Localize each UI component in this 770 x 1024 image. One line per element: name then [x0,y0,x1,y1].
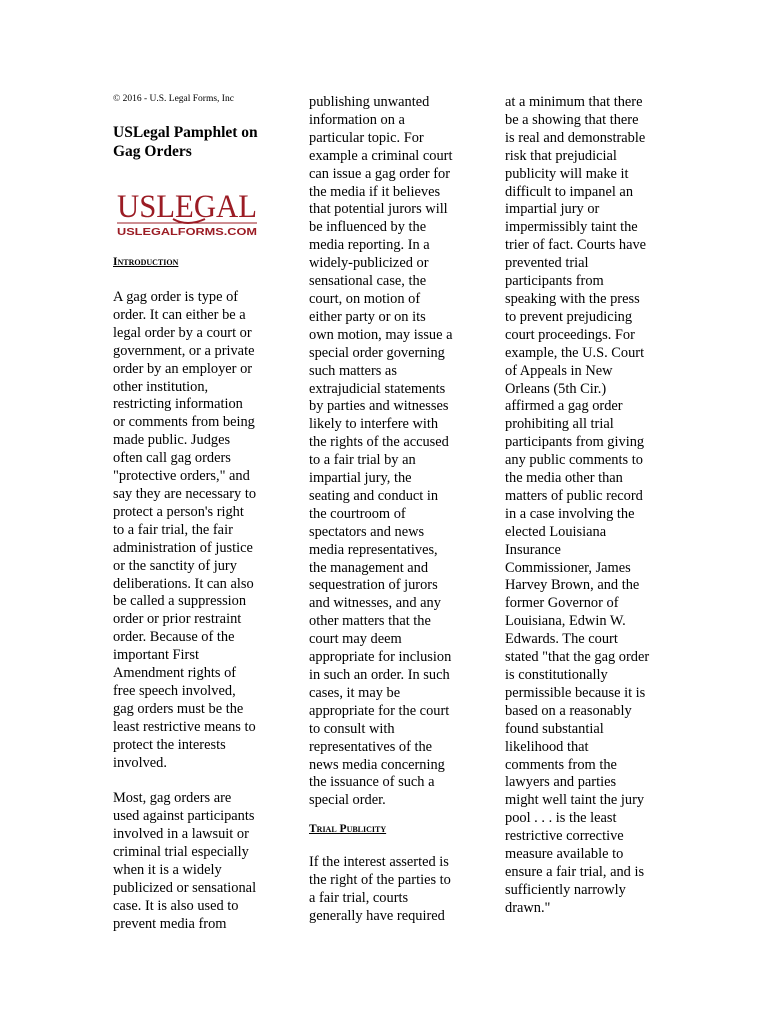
text-line: special order. [309,792,386,809]
text-line: example a criminal court [309,147,453,164]
column-3 [505,94,657,918]
text-line: gag orders must be the [113,700,244,717]
text-line: court, on motion of [309,290,421,307]
text-line: elected Louisiana [505,523,607,540]
text-line: example, the U.S. Court [505,344,645,361]
text-line: a fair trial, courts [309,890,409,907]
text-line: order by an employer or [113,360,253,377]
text-line: impartial jury or [505,201,600,218]
text-line: protect the interests [113,736,226,753]
text-line: participants from giving [505,434,645,451]
text-line: seating and conduct in [309,487,439,504]
text-line: at a minimum that there [505,94,643,110]
text-line: news media concerning [309,756,445,773]
text-line: spectators and news [309,523,425,540]
text-line: deliberations. It can also [113,575,254,592]
text-line: trier of fact. Courts have [505,237,647,254]
text-line: government, or a private [113,342,255,359]
text-line: Louisiana, Edwin W. [505,613,626,630]
logo-sub-text: USLEGALFORMS.COM [117,227,257,238]
text-line: measure available to [505,846,624,863]
text-line: or comments from being [113,414,255,431]
text-line: drawn." [505,899,551,916]
paragraph-media-gag-orders [309,94,461,810]
text-line: appropriate for inclusion [309,649,452,666]
text-line: order or prior restraint [113,611,242,628]
text-line: prevent media from [113,915,227,932]
text-line: the right of the parties to [309,872,451,889]
text-line: when it is a widely [113,862,222,879]
paragraph-gag-order-definition [113,289,265,772]
logo-main-text: USLEGAL [117,189,257,225]
text-line: often call gag orders [113,450,231,467]
text-line: made public. Judges [113,432,231,449]
column-1 [113,93,265,934]
text-line: Edwards. The court [505,631,618,648]
text-line: A gag order is type of [113,289,239,305]
text-line: lawyers and parties [505,774,617,791]
text-line: sufficiently narrowly [505,881,626,898]
text-line: free speech involved, [113,682,236,699]
text-line: court proceedings. For [505,326,635,343]
text-line: affirmed a gag order [505,398,623,415]
text-line: sequestration of jurors [309,577,438,594]
uslegal-logo [113,183,261,243]
text-line: special order governing [309,344,445,361]
text-line: ensure a fair trial, and is [505,863,645,880]
text-line: representatives of the [309,738,433,755]
text-line: to a fair trial, the fair [113,521,233,538]
paragraph-court-precedent [505,94,657,918]
text-line: pool . . . is the least [505,810,617,827]
text-line: Amendment rights of [113,665,237,682]
text-line: Harvey Brown, and the [505,577,640,594]
text-line: by parties and witnesses [309,398,449,415]
heading-trial-publicity: Trial Publicity [309,823,387,836]
text-line: other institution, [113,378,209,395]
text-line: generally have required [309,907,445,924]
text-line: publicity will make it [505,165,629,182]
text-line: used against participants [113,808,255,825]
text-line: matters of public record [505,487,643,504]
text-line: stated "that the gag order [505,649,650,666]
text-line: prevented trial [505,255,589,272]
text-line: case. It is also used to [113,897,239,914]
text-line: and witnesses, and any [309,595,441,612]
text-line: publishing unwanted [309,94,430,110]
text-line: appropriate for the court [309,702,450,719]
text-line: speaking with the press [505,290,640,307]
text-line: comments from the [505,756,617,773]
text-line: involved. [113,754,167,771]
text-line: likely to interfere with [309,416,439,433]
text-line: restrictive corrective [505,828,624,845]
text-line: difficult to impanel an [505,183,634,200]
text-line: the media if it believes [309,183,441,200]
text-line: Orleans (5th Cir.) [505,380,607,397]
text-line: that potential jurors will [309,201,448,218]
text-line: in a case involving the [505,505,635,522]
text-line: cases, it may be [309,684,401,701]
text-line: such matters as [309,362,397,379]
text-line: the issuance of such a [309,774,435,791]
text-line: impermissibly taint the [505,219,638,236]
text-line: particular topic. For [309,129,424,146]
text-line: to consult with [309,720,395,737]
text-line: criminal trial especially [113,844,249,861]
text-line: administration of justice [113,539,253,556]
document-title-line: USLegal Pamphlet on [113,124,258,141]
text-line: widely-publicized or [309,255,429,272]
text-line: either party or on its [309,308,426,325]
text-line: Insurance [505,541,561,558]
text-line: participants from [505,273,604,290]
text-line: be called a suppression [113,593,247,610]
text-line: might well taint the jury [505,792,645,809]
text-line: found substantial [505,720,604,737]
text-line: least restrictive means to [113,718,256,735]
text-line: to a fair trial by an [309,452,416,469]
text-line: If the interest asserted is [309,854,449,871]
document-title [113,123,265,161]
text-line: permissible because it is [505,684,646,701]
text-line: own motion, may issue a [309,326,453,343]
text-line: publicized or sensational [113,880,257,896]
text-line: "protective orders," and [113,468,250,485]
text-line: in such an order. In such [309,667,450,683]
text-line: court may deem [309,631,402,648]
text-line: Commissioner, James [505,559,631,576]
text-line: important First [113,647,199,664]
text-line: the rights of the accused [309,434,449,451]
text-line: restricting information [113,396,243,413]
paragraph-fair-trial-interest [309,854,461,926]
text-line: the management and [309,559,429,576]
text-line: the courtroom of [309,505,406,522]
text-line: extrajudicial statements [309,380,446,397]
text-line: former Governor of [505,595,619,612]
text-line: prohibiting all trial [505,416,614,433]
text-line: order. It can either be a [113,306,246,323]
text-line: impartial jury, the [309,470,412,487]
text-line: Most, gag orders are [113,790,232,807]
text-line: sensational case, the [309,273,427,290]
text-line: information on a [309,111,405,128]
text-line: media reporting. In a [309,237,430,254]
text-line: any public comments to [505,452,643,469]
text-line: or the sanctity of jury [113,557,237,574]
text-line: say they are necessary to [113,485,257,502]
paragraph-gag-order-usage [113,790,265,933]
text-line: be a showing that there [505,111,639,128]
text-line: is real and demonstrable [505,129,646,146]
text-line: media representatives, [309,541,438,558]
text-line: be influenced by the [309,219,427,236]
text-line: based on a reasonably [505,702,632,719]
text-line: can issue a gag order for [309,165,451,182]
text-line: other matters that the [309,613,431,630]
document-title-line: Gag Orders [113,143,192,160]
text-line: protect a person's right [113,503,244,520]
text-line: legal order by a court or [113,324,252,341]
column-2 [309,94,461,926]
text-line: involved in a lawsuit or [113,826,249,843]
text-line: likelihood that [505,738,589,755]
copyright-notice: © 2016 - U.S. Legal Forms, Inc [113,94,234,104]
heading-introduction: Introduction [113,256,179,268]
text-line: order. Because of the [113,629,235,646]
text-line: of Appeals in New [505,362,613,379]
text-line: to prevent prejudicing [505,308,633,325]
text-line: risk that prejudicial [505,147,617,164]
text-line: is constitutionally [505,667,608,683]
text-line: the media other than [505,470,623,487]
